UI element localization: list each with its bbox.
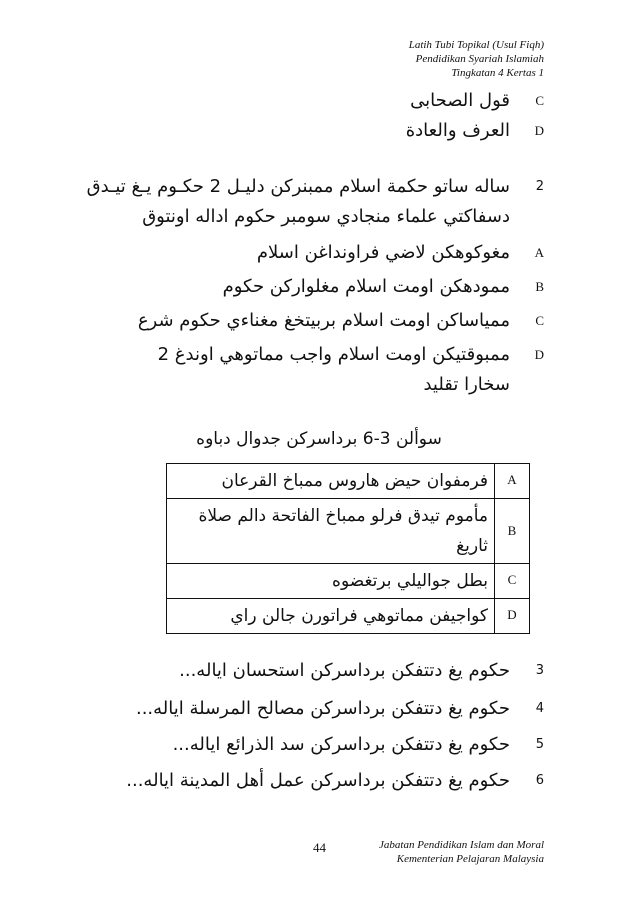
option-text: مغوكوهكن لاضي فراونداغن اسلام	[256, 242, 510, 263]
table-row	[167, 464, 530, 499]
table-cell-label: D	[495, 599, 530, 634]
question-4	[136, 694, 544, 724]
question-6	[126, 766, 544, 796]
q2-option-c	[138, 306, 544, 336]
q2-option-b	[223, 272, 544, 302]
footer-institution	[324, 838, 544, 866]
question-line-2: دسفاكتي علماء منجادي سومبر حكوم اداله اونتوق	[142, 206, 510, 227]
table-row	[167, 499, 530, 564]
question-text	[70, 172, 510, 232]
table-cell-text: بطل جواليلي برتغضوه	[167, 564, 495, 599]
option-label: C	[535, 93, 544, 108]
option-line-1: ممبوقتيكن اومت اسلام واجب مماتوهي اوندغ 2	[157, 344, 510, 365]
header-subject: Pendidikan Syariah Islamiah	[415, 53, 544, 65]
question-number: 6	[535, 773, 544, 788]
footer-department: Jabatan Pendidikan Islam dan Moral	[379, 839, 544, 851]
q2-option-d	[158, 340, 544, 400]
option-line-2: سخارا تقليد	[423, 374, 510, 395]
option-label: B	[535, 279, 544, 294]
question-number: 5	[535, 737, 544, 752]
table-cell-label: A	[495, 464, 530, 499]
question-number: 3	[535, 663, 544, 678]
header-level: Tingkatan 4 Kertas 1	[451, 67, 544, 79]
option-text	[158, 340, 510, 400]
table-cell-text: كواجيفن مماتوهي فراتورن جالن راي	[167, 599, 495, 634]
table-row	[167, 564, 530, 599]
page-number: 44	[313, 840, 326, 855]
option-text: العرف والعادة	[405, 120, 510, 141]
option-label: D	[534, 347, 544, 362]
option-text: ممياساكن اومت اسلام بربيتخغ مغناءي حكوم شرع	[137, 310, 510, 331]
table-cell-label: C	[495, 564, 530, 599]
table-cell-label: B	[495, 499, 530, 564]
option-label: D	[534, 123, 544, 138]
question-text: حكوم يغ دتتفكن برداسركن عمل أهل المدينة اياله...	[126, 770, 510, 791]
option-label: A	[534, 245, 544, 260]
question-text: حكوم يغ دتتفكن برداسركن سد الذرائع اياله...	[172, 734, 510, 755]
page-header	[244, 38, 544, 80]
prev-option-c	[410, 86, 544, 116]
cell-line-1: مأموم تيدق فرلو ممباخ الفاتحة دالم صلاة	[198, 506, 488, 526]
question-number: 2	[535, 179, 544, 194]
header-title: Latih Tubi Topikal (Usul Fiqh)	[408, 39, 544, 51]
option-text: ممودهكن اومت اسلام مغلواركن حكوم	[222, 276, 510, 297]
question-3	[179, 656, 544, 686]
question-text: حكوم يغ دتتفكن برداسركن مصالح المرسلة اياله...	[135, 698, 510, 719]
cell-line-2: ثاريغ	[456, 536, 488, 556]
question-2	[70, 172, 544, 232]
prev-option-d	[406, 116, 544, 146]
statements-table	[166, 463, 530, 634]
question-5	[173, 730, 544, 760]
table-cell-text	[167, 499, 495, 564]
section-title: سوألن 3-6 برداسركن جدوال دباوه	[196, 429, 442, 449]
option-text: قول الصحابى	[410, 90, 510, 111]
table-row	[167, 599, 530, 634]
option-label: C	[535, 313, 544, 328]
question-text: حكوم يغ دتتفكن برداسركن استحسان اياله...	[179, 660, 510, 681]
q2-option-a	[257, 238, 544, 268]
footer-ministry: Kementerian Pelajaran Malaysia	[396, 853, 544, 865]
question-line-1: ساله ساتو حكمة اسلام ممبنركن دليـل 2 حكـوم يـغ تيـدق	[86, 176, 510, 197]
table-cell-text: فرمفوان حيض هاروس ممباخ القرعان	[167, 464, 495, 499]
question-number: 4	[535, 701, 544, 716]
